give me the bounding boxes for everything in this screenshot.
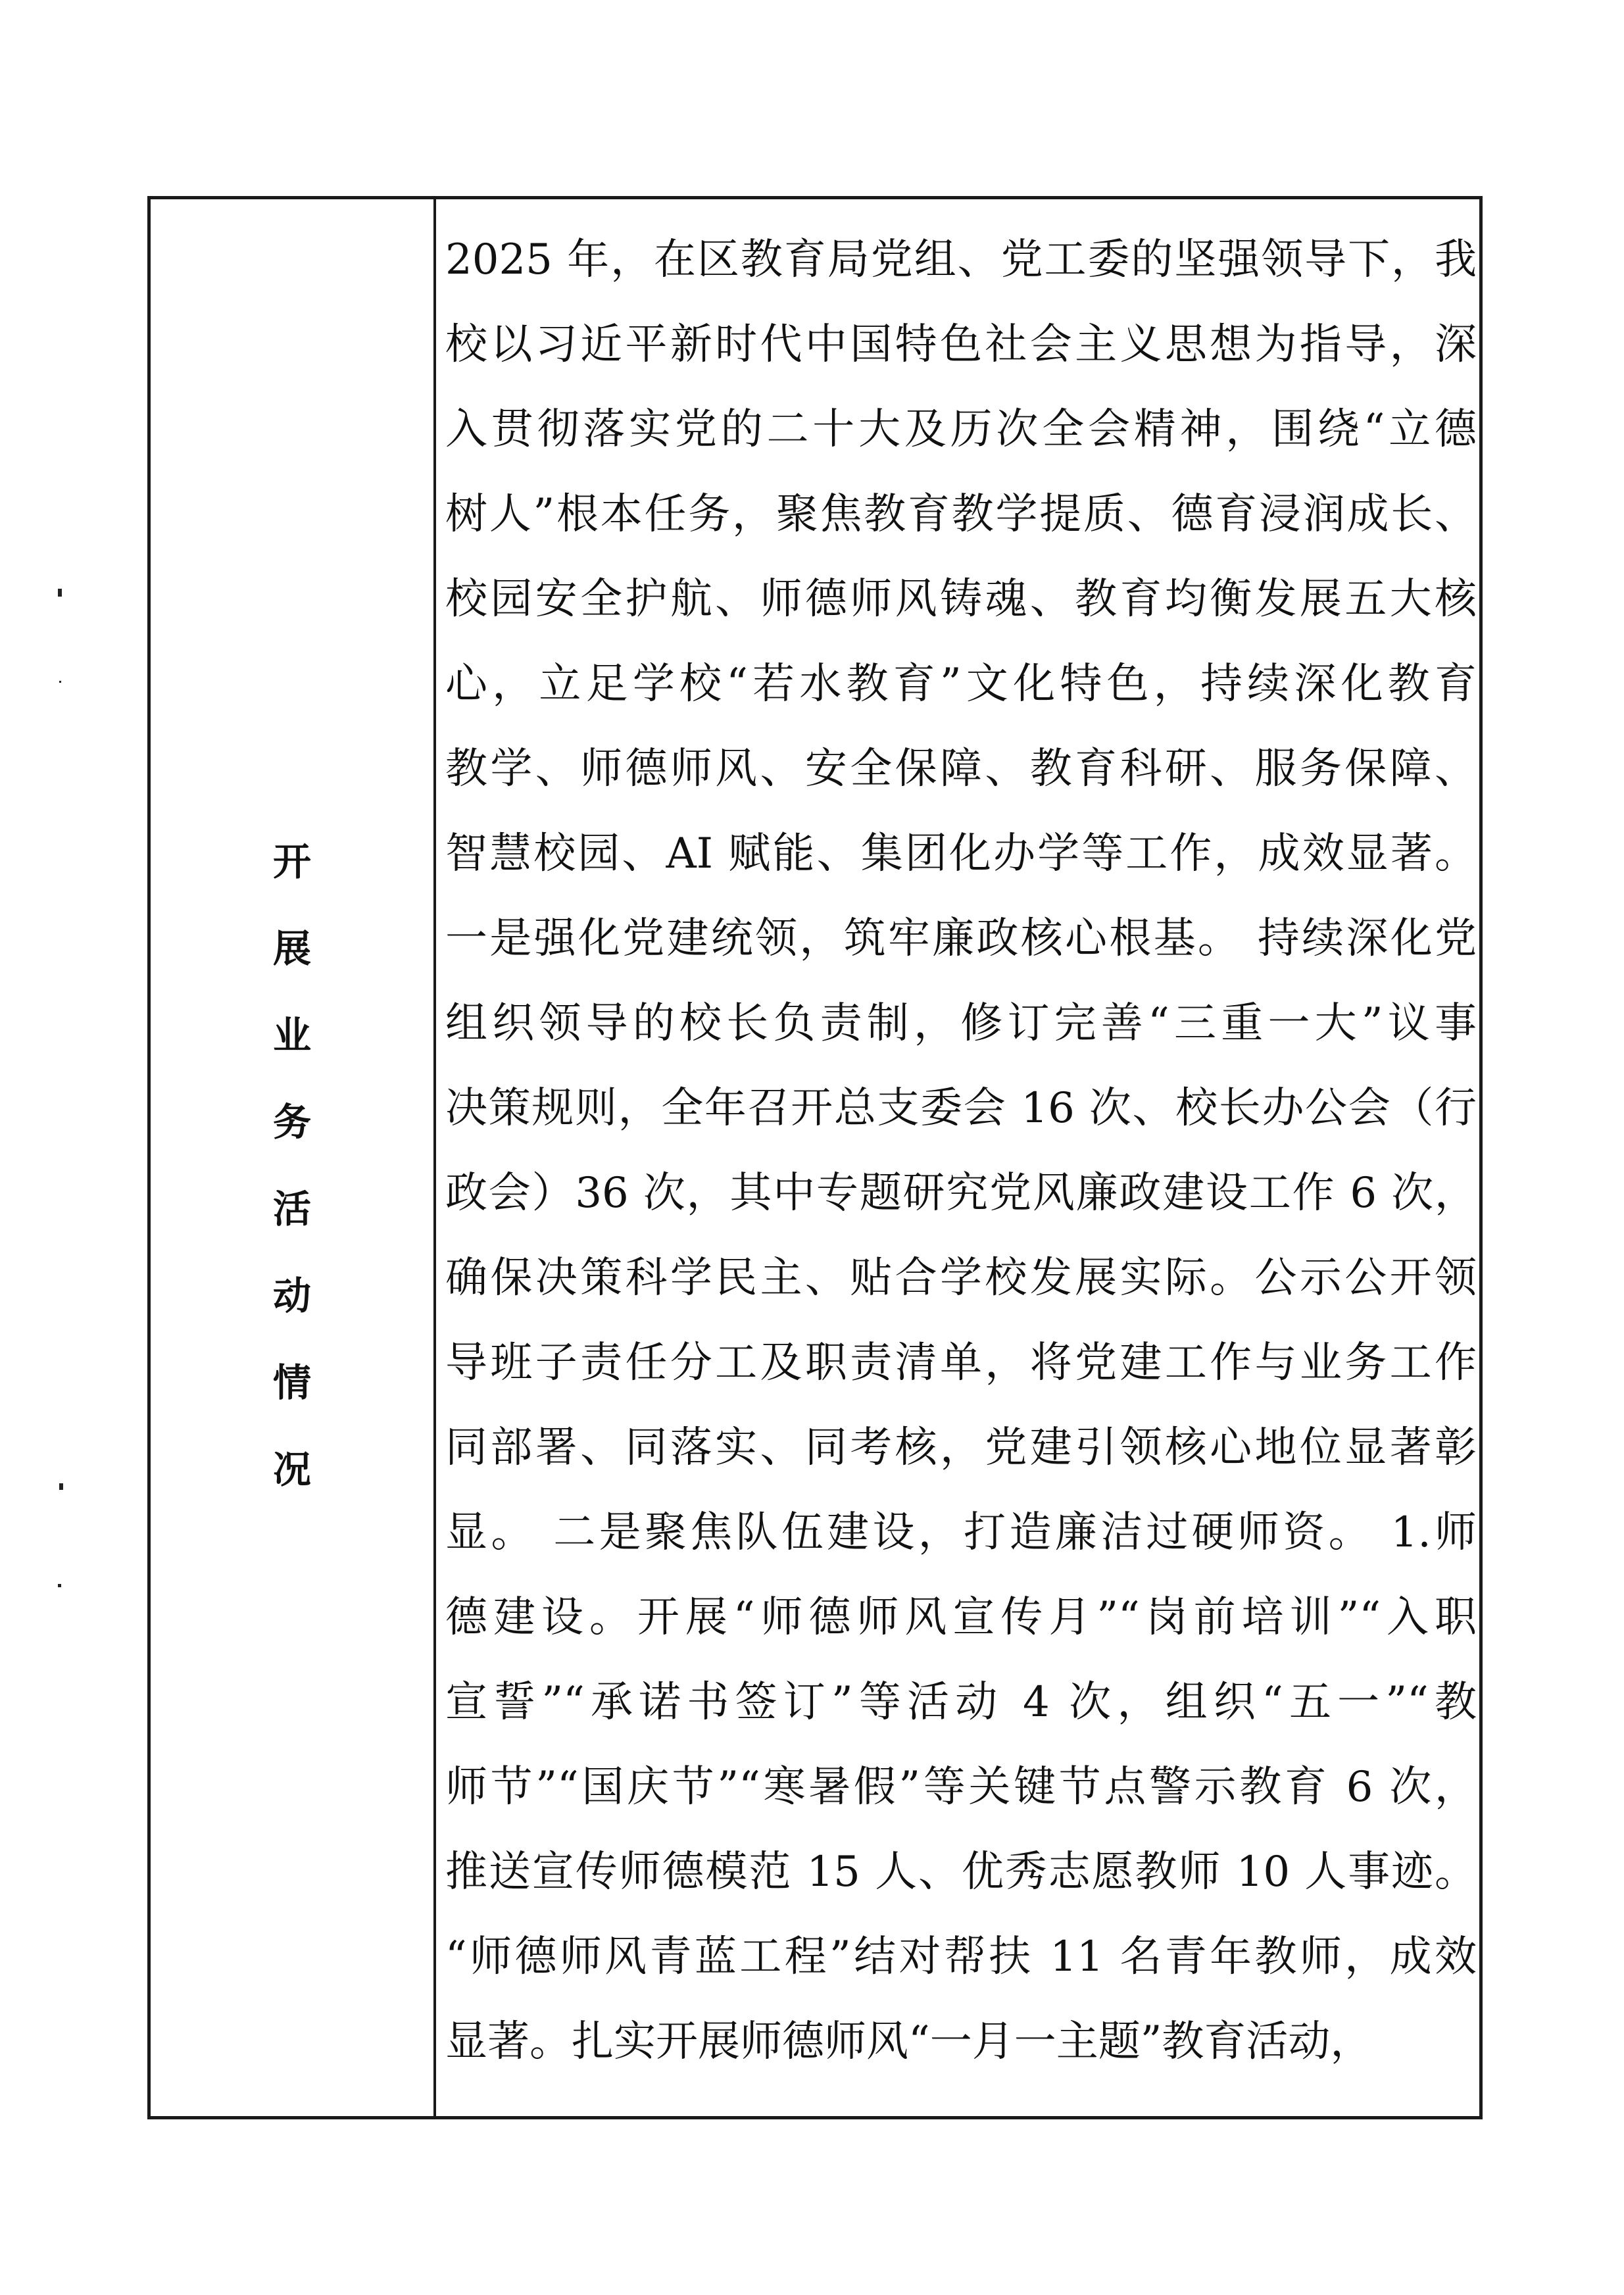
content-line: 推送宣传师德模范 15 人、优秀志愿教师 10 人事迹。 [445,1848,1477,1896]
info-table [147,196,1483,2119]
content-line: 树人”根本任务，聚焦教育教学提质、德育浸润成长、 [445,490,1477,539]
scan-speck [58,1584,61,1587]
content-line: 显。 二是聚焦队伍建设，打造廉洁过硬师资。 1.师 [445,1508,1477,1557]
row-label-char: 开 [272,839,311,884]
content-line: 德建设。开展“师德师风宣传月”“岗前培训”“入职 [445,1593,1477,1642]
content-cell [445,218,1477,2085]
content-line: 一是强化党建统领，筑牢廉政核心根基。 持续深化党 [445,914,1477,963]
scan-speck [59,1483,63,1490]
content-line: 组织领导的校长负责制，修订完善“三重一大”议事 [445,999,1477,1048]
content-line: 导班子责任分工及职责清单，将党建工作与业务工作 [445,1339,1477,1387]
row-label-char: 情 [272,1360,311,1405]
content-line: 决策规则，全年召开总支委会 16 次、校长办公会（行 [445,1084,1477,1133]
content-line: 师节”“国庆节”“寒暑假”等关键节点警示教育 6 次， [445,1763,1477,1812]
content-line: 2025 年，在区教育局党组、党工委的坚强领导下，我 [445,235,1477,284]
row-label-char: 况 [272,1447,311,1492]
content-line: 校以习近平新时代中国特色社会主义思想为指导，深 [445,320,1477,369]
content-line: 心，立足学校“若水教育”文化特色，持续深化教育 [445,660,1477,708]
row-label-char: 活 [272,1187,311,1231]
scan-speck [59,681,61,683]
content-line: 教学、师德师风、安全保障、教育科研、服务保障、 [445,745,1477,793]
content-line: 政会）36 次，其中专题研究党风廉政建设工作 6 次， [445,1169,1477,1218]
content-line: 智慧校园、AI 赋能、集团化办学等工作，成效显著。 [445,829,1477,878]
row-label-char: 务 [272,1100,311,1145]
column-divider [433,199,436,2116]
row-label-char: 展 [272,926,311,971]
content-line: 宣誓”“承诺书签订”等活动 4 次，组织“五一”“教 [445,1678,1477,1727]
row-label-cell [151,199,433,2116]
content-line: 同部署、同落实、同考核，党建引领核心地位显著彰 [445,1423,1477,1472]
content-line: 显著。扎实开展师德师风“一月一主题”教育活动， [445,2017,1373,2066]
content-line: 确保决策科学民主、贴合学校发展实际。公示公开领 [445,1254,1477,1302]
content-line: 校园安全护航、师德师风铸魂、教育均衡发展五大核 [445,575,1477,624]
content-line: 入贯彻落实党的二十大及历次全会精神，围绕“立德 [445,405,1477,454]
content-line: “师德师风青蓝工程”结对帮扶 11 名青年教师，成效 [445,1933,1477,1981]
row-label-char: 动 [272,1273,311,1318]
row-label-char: 业 [272,1013,311,1058]
scan-speck [58,589,62,597]
